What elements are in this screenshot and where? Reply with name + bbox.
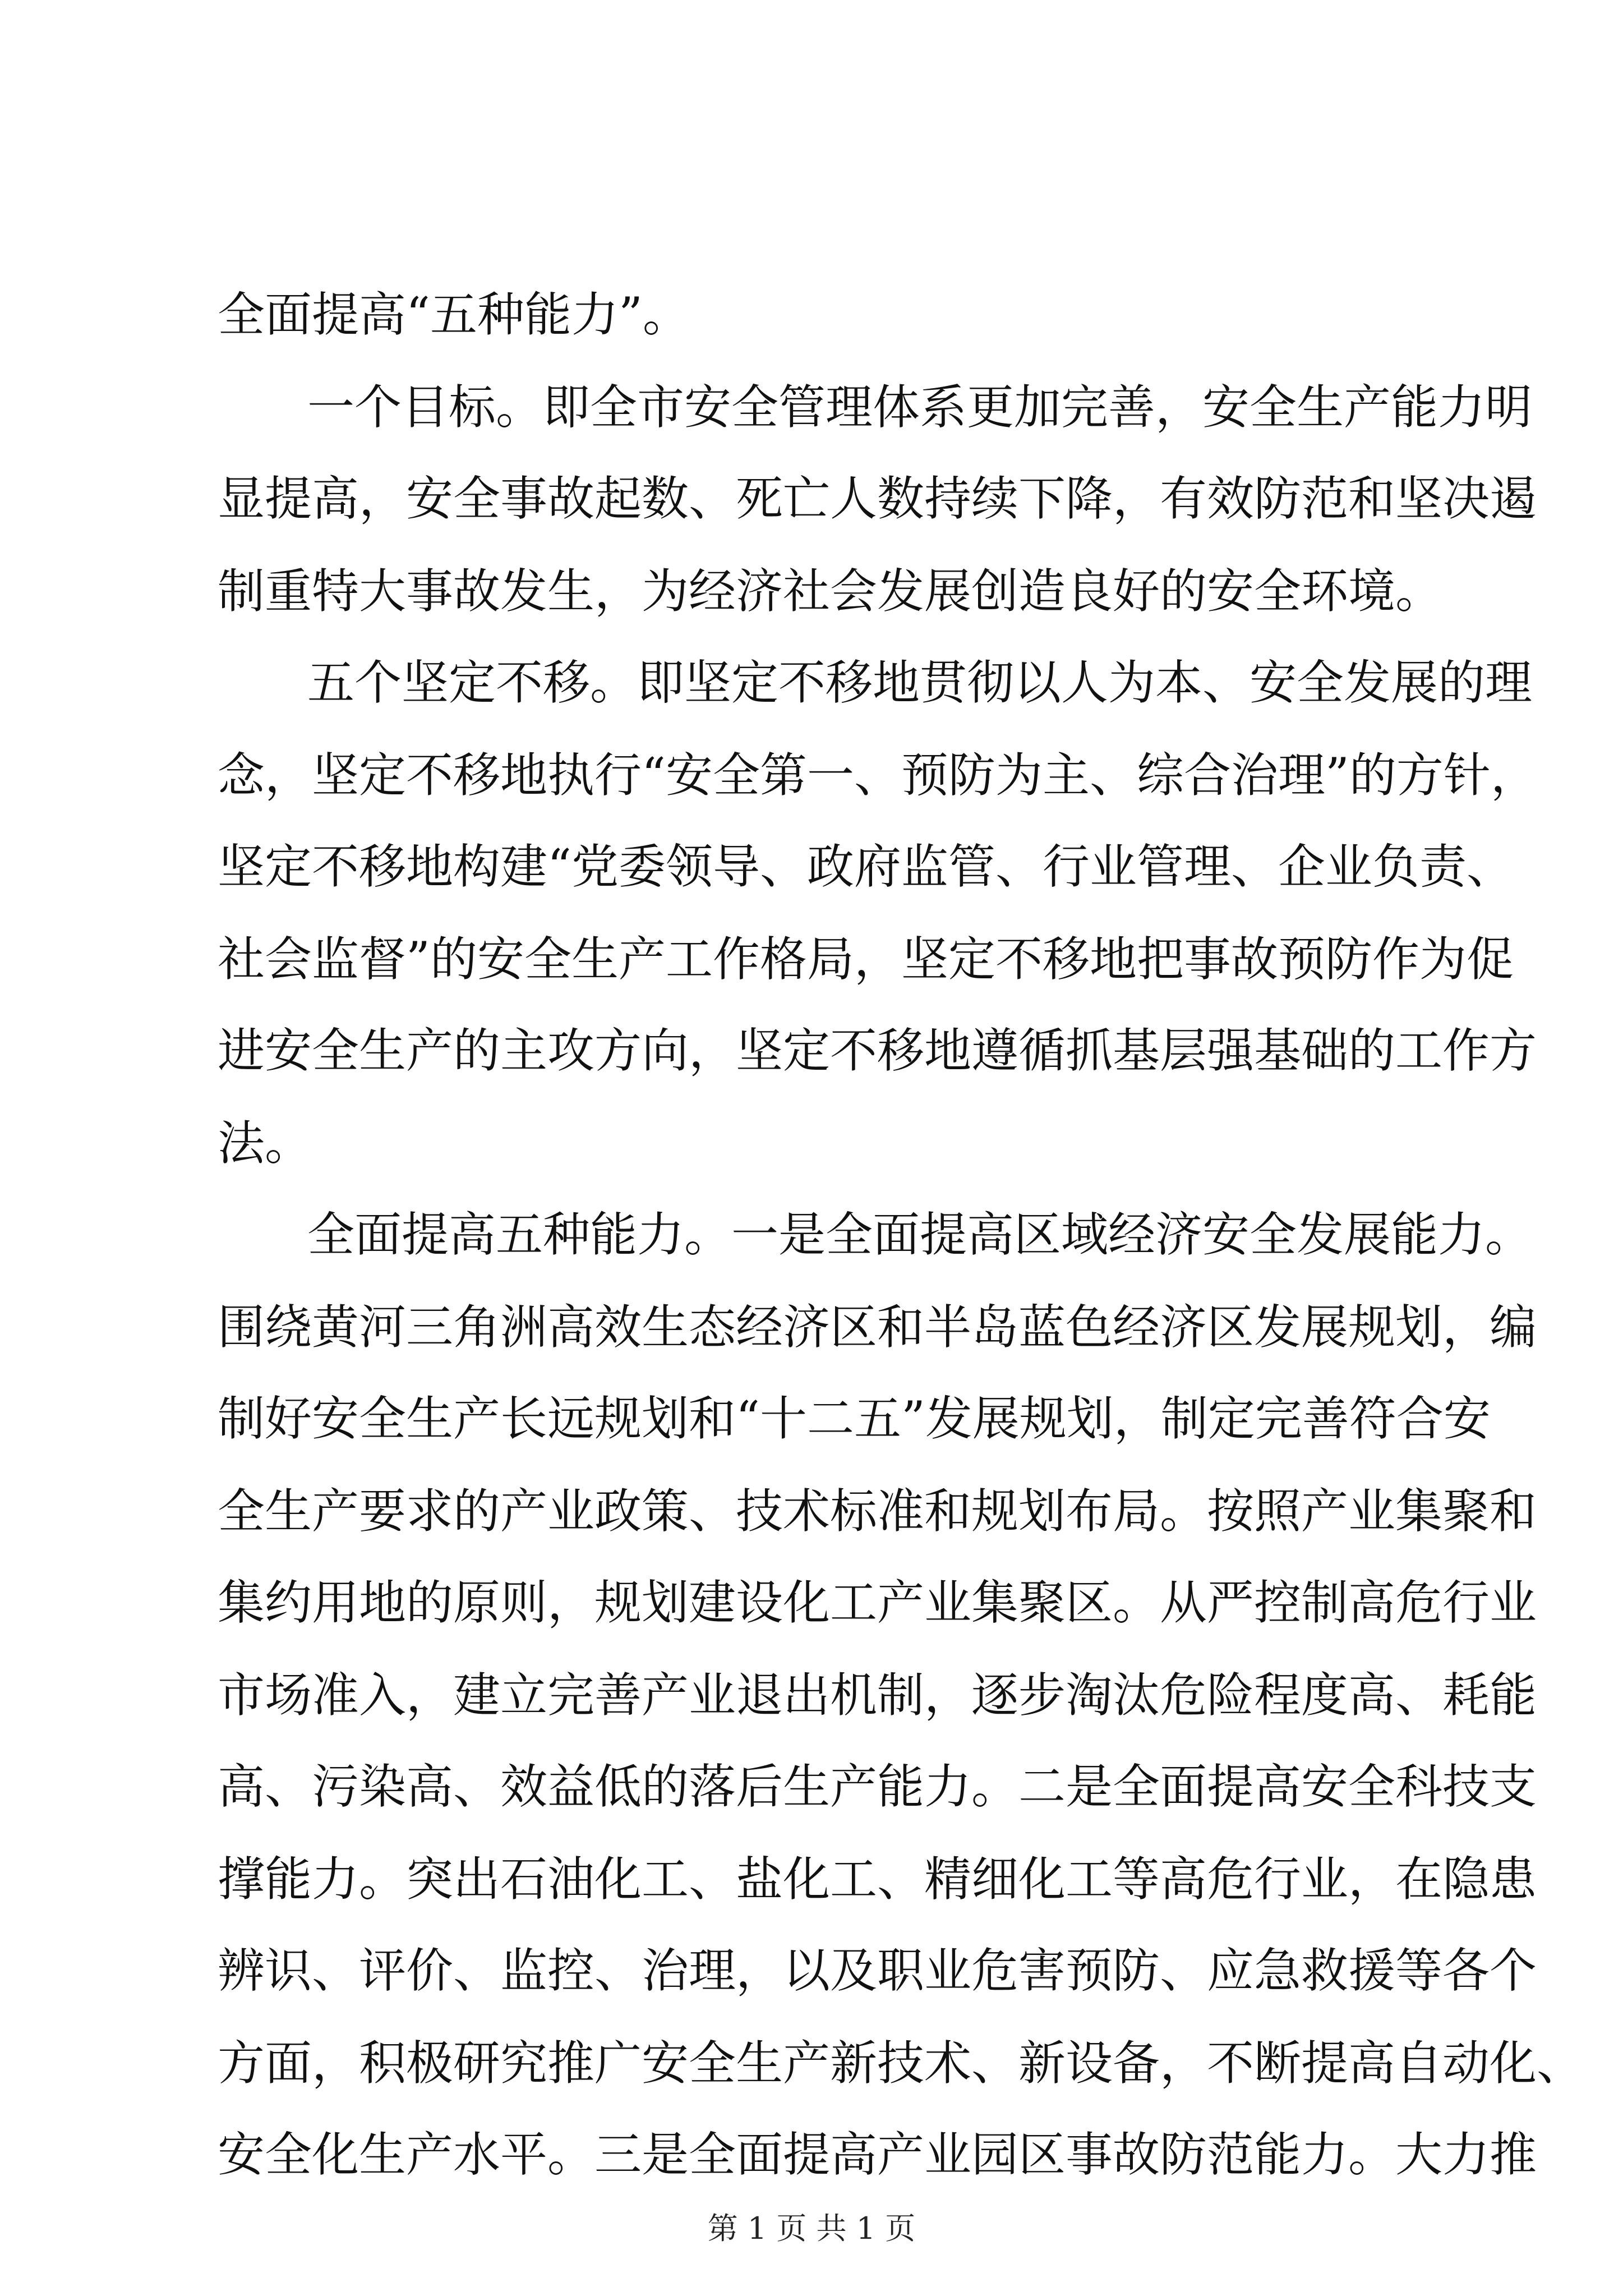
text-line: 制好安全生产长远规划和“十二五”发展规划，制定完善符合安	[218, 1391, 1491, 1446]
paragraph-first-line: 五个坚定不移。即坚定不移地贯彻以人为本、安全发展的理	[307, 655, 1533, 710]
paragraph-first-line: 一个目标。即全市安全管理体系更加完善，安全生产能力明	[307, 380, 1533, 435]
text-line: 集约用地的原则，规划建设化工产业集聚区。从严控制高危行业	[218, 1575, 1537, 1630]
text-line: 制重特大事故发生，为经济社会发展创造良好的安全环境。	[218, 564, 1443, 619]
text-line: 市场准入，建立完善产业退出机制，逐步淘汰危险程度高、耗能	[218, 1668, 1537, 1723]
paragraph-first-line: 全面提高五种能力。一是全面提高区域经济安全发展能力。	[307, 1207, 1533, 1262]
text-line: 念，坚定不移地执行“安全第一、预防为主、综合治理”的方针，	[218, 748, 1538, 803]
page-number-footer: 第 1 页 共 1 页	[707, 2211, 916, 2246]
text-line: 安全化生产水平。三是全面提高产业园区事故防范能力。大力推	[218, 2127, 1537, 2182]
text-line: 围绕黄河三角洲高效生态经济区和半岛蓝色经济区发展规划，编	[218, 1300, 1537, 1355]
text-line: 显提高，安全事故起数、死亡人数持续下降，有效防范和坚决遏	[218, 471, 1537, 526]
text-line: 高、污染高、效益低的落后生产能力。二是全面提高安全科技支	[218, 1759, 1537, 1814]
text-line: 撑能力。突出石油化工、盐化工、精细化工等高危行业，在隐患	[218, 1852, 1537, 1907]
text-line: 坚定不移地构建“党委领导、政府监管、行业管理、企业负责、	[218, 839, 1514, 894]
text-line: 辨识、评价、监控、治理，以及职业危害预防、应急救援等各个	[218, 1943, 1537, 1998]
text-line: 方面，积极研究推广安全生产新技术、新设备，不断提高自动化、	[218, 2036, 1584, 2091]
text-line: 法。	[218, 1116, 312, 1171]
text-line: 全生产要求的产业政策、技术标准和规划布局。按照产业集聚和	[218, 1484, 1537, 1539]
text-line: 进安全生产的主攻方向，坚定不移地遵循抓基层强基础的工作方	[218, 1023, 1537, 1078]
text-line: 社会监督”的安全生产工作格局，坚定不移地把事故预防作为促	[218, 932, 1514, 987]
text-line: 全面提高“五种能力”。	[218, 287, 690, 342]
